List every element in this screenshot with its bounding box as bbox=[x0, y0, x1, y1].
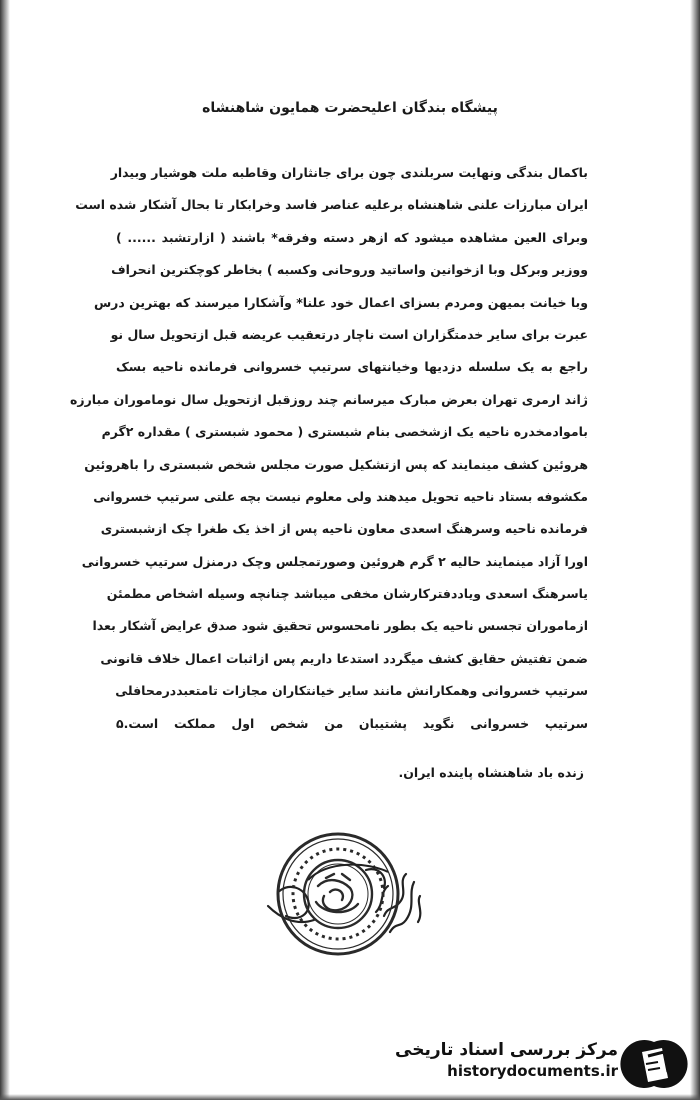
body-line: ضمن تفتیش حقایق کشف میگردد استدعا داریم پس ازاثبات اعمال خلاف قانونی bbox=[100, 650, 588, 666]
body-line: سرتیپ خسروانی نگوید پشتیبان من شخص اول مملکت است.۵ bbox=[116, 715, 588, 731]
body-line: وبرای العین مشاهده میشود که ازهر دسته وفرقه* باشند ( ازارتشبد ...... ) bbox=[116, 229, 588, 245]
body-line: ازماموران تجسس ناحیه یک بطور نامحسوس تحقیق شود صدق عرایض آشکار بعدا bbox=[92, 618, 588, 634]
body-line: ایران مبارزات علنی شاهنشاه برعلیه عناصر فاسد وخرابکار تا بحال آشکار شده است bbox=[75, 197, 588, 213]
body-line: راجع به یک سلسله دزدیها وخیانتهای سرتیپ خسروانی فرمانده ناحیه بسک bbox=[116, 359, 588, 375]
body-line: فرمانده ناحیه وسرهنگ اسعدی معاون ناحیه پس از اخذ یک طغرا چک ازشبستری bbox=[100, 521, 588, 537]
closing-line: زنده باد شاهنشاه پاینده ایران. bbox=[398, 765, 584, 780]
document-body bbox=[70, 157, 588, 740]
body-line: باموادمخدره ناحیه یک ازشخصی بنام شبستری ( محمود شبستری ) مقداره ۲گرم bbox=[101, 424, 588, 440]
document-center-logo-icon bbox=[624, 1038, 684, 1090]
body-line: ژاند ارمری تهران بعرض مبارک میرسانم چند روزقبل ازتحویل سال نوماموران مبارزه bbox=[70, 391, 588, 407]
body-line: یاسرهنگ اسعدی ویاددفترکارشان مخفی میباشد چنانچه وسیله اشخاص مطمئن bbox=[106, 586, 588, 602]
scan-edge-bottom bbox=[0, 1094, 700, 1100]
body-line: هروئین کشف مینمایند که پس ازتشکیل صورت مجلس شخص شبستری را باهروئین bbox=[84, 456, 588, 472]
body-line: اورا آزاد مینمایند حالیه ۲ گرم هروئین وصورتمجلس وچک درمنزل سرتیپ خسروانی bbox=[81, 553, 588, 569]
watermark-text bbox=[395, 1040, 618, 1080]
body-line: عبرت برای سایر خدمتگزاران است ناچار درتعقیب عریضه قبل ازتحویل سال نو bbox=[110, 326, 588, 342]
body-line: مکشوفه بستاد ناحیه تحویل میدهند ولی معلوم نیست بچه علتی سرتیپ خسروانی bbox=[93, 488, 588, 504]
source-watermark bbox=[390, 1036, 690, 1092]
body-line: وبا خیانت بمیهن ومردم بسزای اعمال خود علنا* وآشکارا میرسند که بهترین درس bbox=[93, 294, 588, 310]
seal-stamp-icon bbox=[238, 822, 438, 972]
body-line: سرتیپ خسروانی وهمکارانش مانند سایر خیانتکاران مجازات تامتعبددرمحافلی bbox=[115, 683, 588, 699]
seal-and-signature bbox=[238, 822, 438, 972]
scan-edge-right bbox=[690, 0, 700, 1100]
scan-edge-left bbox=[0, 0, 10, 1100]
body-line: ووزیر وبرکل وبا ازخوانین واساتید وروحانی وکسبه ) بخاطر کوچکترین انحراف bbox=[111, 262, 588, 278]
watermark-name: مرکز بررسی اسناد تاریخی bbox=[395, 1040, 618, 1060]
watermark-url: historydocuments.ir bbox=[447, 1062, 618, 1080]
body-line: باکمال بندگی ونهایت سربلندی چون برای جانثاران وقاطبه ملت هوشیار وبیدار bbox=[110, 165, 588, 180]
document-title: پیشگاه بندگان اعلیحضرت همایون شاهنشاه bbox=[202, 100, 498, 116]
